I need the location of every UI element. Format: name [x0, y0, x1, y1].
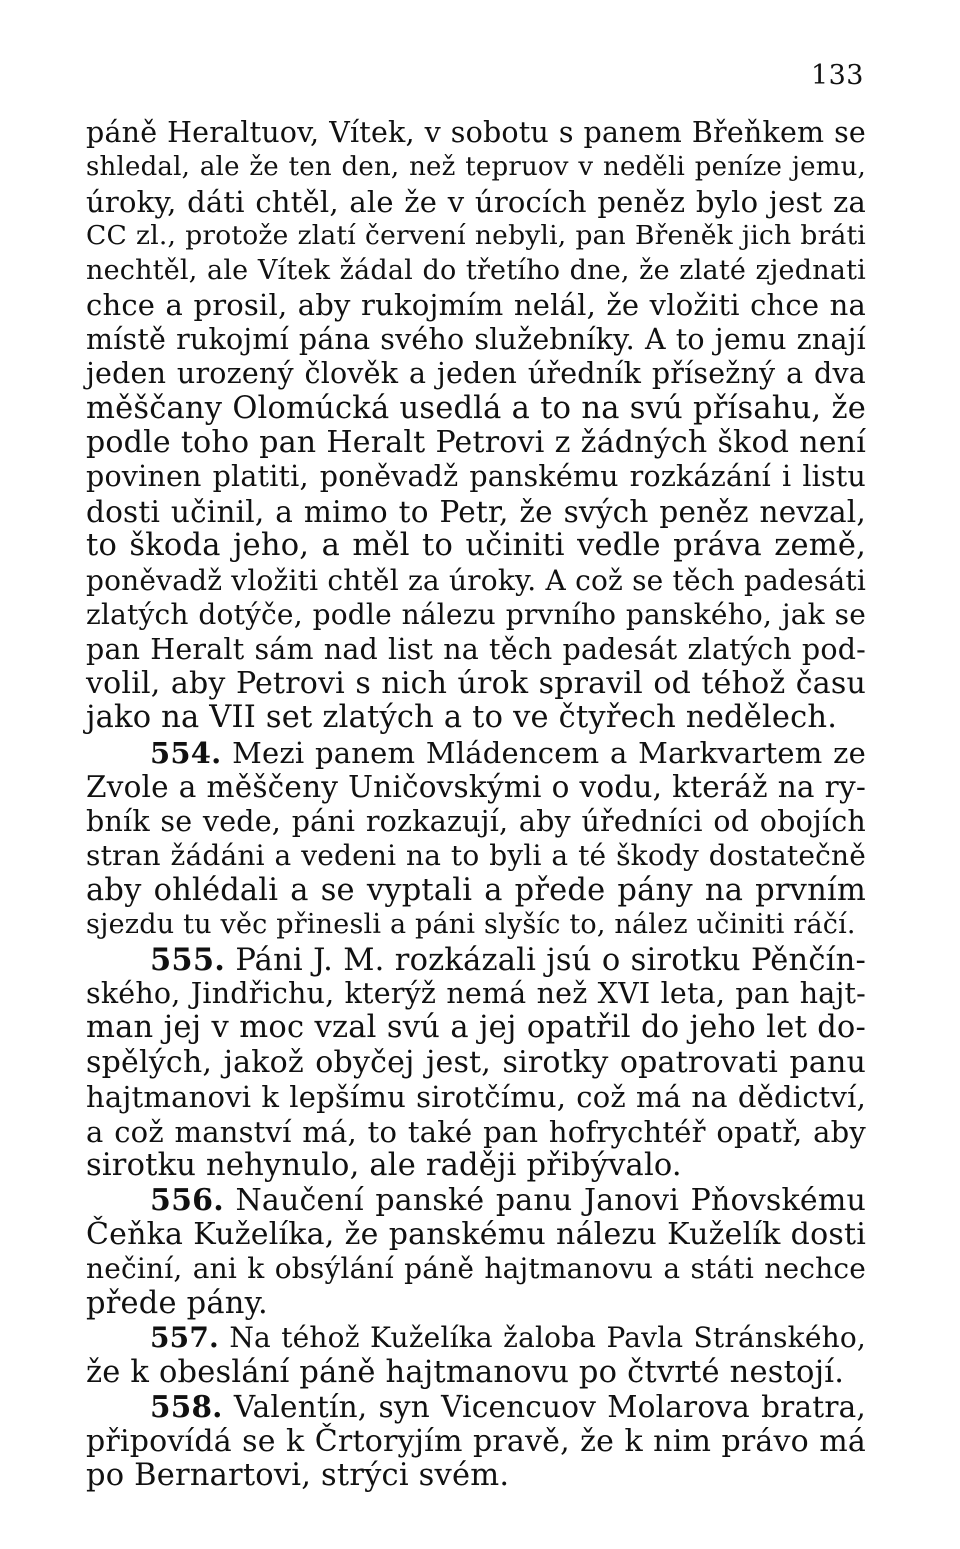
page-number: 133: [810, 60, 864, 91]
text-line: [86, 357, 866, 391]
line-text: úroky, dáti chtěl, ale že v úrocích peněz bylo jest za: [86, 184, 866, 219]
line-text: měščany Olomúcká usedlá a to na svú přísahu, že: [86, 390, 866, 426]
line-text: poněvadž vložiti chtěl za úroky. A což se těch padesáti: [86, 563, 866, 597]
line-text: po Bernartovi, strýci svém.: [86, 1458, 510, 1494]
text-line: [86, 1149, 866, 1183]
text-line: [86, 667, 866, 701]
text-line: [86, 323, 866, 357]
line-text: nečiní, ani k obsýlání páně hajtmanovu a státi nechce: [86, 1252, 866, 1286]
section-number: 558.: [150, 1389, 223, 1425]
line-text: Na téhož Kuželíka žaloba Pavla Stránského,: [229, 1321, 866, 1355]
line-text: hajtmanovi k lepšímu sirotčímu, což má na dědictví,: [86, 1080, 866, 1115]
line-text: spělých, jakož obyčej jest, sirotky opatrovati panu: [86, 1044, 866, 1080]
text-line: [86, 392, 866, 426]
line-text: povinen platiti, poněvadž panskému rozkázání i listu: [86, 460, 866, 494]
line-text: ského, Jindřichu, kterýž nemá než XVI leta, pan hajt-: [86, 976, 866, 1010]
text-line: [86, 1115, 866, 1149]
text-line: [86, 426, 866, 460]
text-line: [86, 288, 866, 322]
text-line: [86, 1011, 866, 1045]
body-text: [86, 116, 866, 1494]
line-text: že k obeslání páně hajtmanovu po čtvrté nestojí.: [86, 1354, 845, 1390]
line-text: místě rukojmí pána svého služebníky. A to jemu znají: [86, 322, 866, 356]
line-text: Naučení panské panu Janovi Pňovskému: [235, 1182, 866, 1218]
section-start-line: [86, 943, 866, 977]
text-line: [86, 1218, 866, 1252]
section-number: 557.: [150, 1321, 219, 1355]
text-line: [86, 1252, 866, 1286]
line-text: a což manství má, to také pan hofrychtéř opatř, aby: [86, 1114, 866, 1149]
line-text: sirotku nehynulo, ale raději přibývalo.: [86, 1148, 682, 1184]
line-text: sjezdu tu věc přinesli a páni slyšíc to, nález učiniti ráčí.: [86, 909, 856, 941]
line-text: Čeňka Kuželíka, že panskému nálezu Kuželík dosti: [86, 1217, 866, 1252]
section-number: 555.: [150, 941, 226, 978]
text-line: [86, 839, 866, 873]
line-text: chce a prosil, aby rukojmím nelál, že vložiti chce na: [86, 288, 866, 323]
line-text: aby ohlédali a se vyptali a přede pány na prvním: [86, 872, 866, 908]
section-start-line: [86, 1184, 866, 1218]
text-line: [86, 1046, 866, 1080]
line-text: pan Heralt sám nad list na těch padesát zlatých pod-: [86, 632, 866, 666]
line-text: přede pány.: [86, 1285, 268, 1321]
line-text: Valentín, syn Vicencuov Molarova bratra,: [233, 1390, 866, 1425]
text-line: [86, 150, 866, 184]
line-text: Páni J. M. rozkázali jsú o sirotku Pěnčín-: [235, 942, 866, 978]
line-text: připovídá se k Črtoryjím pravě, že k nim právo má: [86, 1423, 866, 1459]
text-line: [86, 1080, 866, 1114]
line-text: shledal, ale že ten den, než tepruov v neděli peníze jemu,: [86, 152, 866, 183]
text-line: [86, 805, 866, 839]
text-line: [86, 770, 866, 804]
text-line: [86, 219, 866, 253]
text-line: [86, 529, 866, 563]
line-text: dosti učinil, a mimo to Petr, že svých peněz nevzal,: [86, 494, 866, 529]
line-text: CC zl., protože zlatí červení nebyli, pan Břeněk jich bráti: [86, 220, 866, 252]
text-line: [86, 1287, 866, 1321]
line-text: bník se vede, páni rozkazují, aby úředníci od obojích: [86, 804, 866, 838]
text-line: [86, 495, 866, 529]
text-line: [86, 633, 866, 667]
line-text: Zvole a měščeny Uničovskými o vodu, kteráž na ry-: [86, 770, 866, 805]
text-line: [86, 116, 866, 150]
text-line: [86, 874, 866, 908]
text-line: [86, 1356, 866, 1390]
line-text: páně Heraltuov, Vítek, v sobotu s panem Břeňkem se: [86, 116, 866, 149]
section-start-line: [86, 736, 866, 770]
line-text: man jej v moc vzal svú a jej opatřil do jeho let do-: [86, 1010, 866, 1046]
section-start-line: [86, 1321, 866, 1355]
text-line: [86, 1459, 866, 1493]
section-start-line: [86, 1390, 866, 1424]
line-text: Mezi panem Mládencem a Markvartem ze: [232, 735, 866, 770]
text-line: [86, 564, 866, 598]
text-line: [86, 185, 866, 219]
line-text: jeden urozený člověk a jeden úředník přísežný a dva: [86, 357, 866, 391]
text-line: [86, 254, 866, 288]
text-line: [86, 460, 866, 494]
text-line: [86, 908, 866, 942]
text-line: [86, 977, 866, 1011]
section-number: 556.: [150, 1182, 224, 1218]
text-line: [86, 1425, 866, 1459]
line-text: to škoda jeho, a měl to učiniti vedle práva země,: [86, 528, 866, 564]
text-line: [86, 598, 866, 632]
line-text: nechtěl, ale Vítek žádal do třetího dne, že zlaté zjednati: [86, 254, 866, 286]
line-text: podle toho pan Heralt Petrovi z žádných škod není: [86, 424, 866, 460]
line-text: zlatých dotýče, podle nálezu prvního panského, jak se: [86, 598, 866, 632]
text-line: [86, 701, 866, 735]
line-text: volil, aby Petrovi s nich úrok spravil od téhož času: [86, 666, 866, 701]
section-number: 554.: [150, 735, 222, 770]
line-text: jako na VII set zlatých a to ve čtyřech nedělech.: [86, 700, 838, 736]
line-text: stran žádáni a vedeni na to byli a té škody dostatečně: [86, 839, 866, 873]
